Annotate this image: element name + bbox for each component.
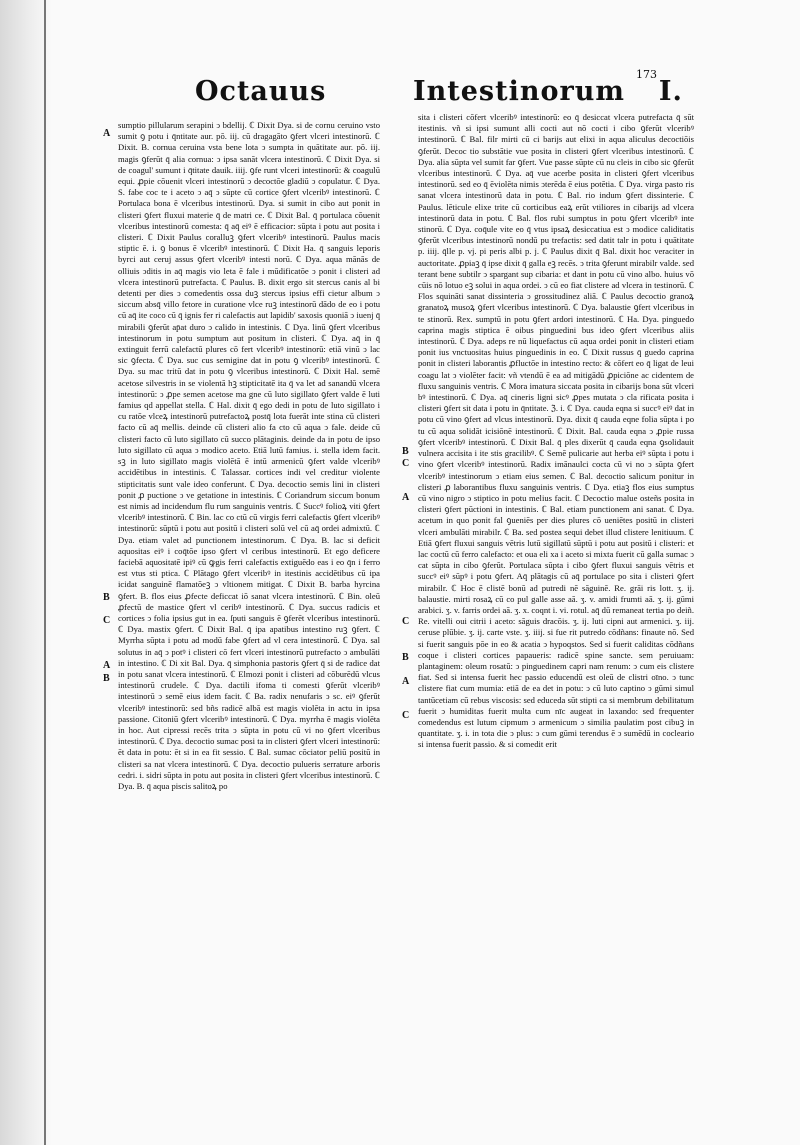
right-text-column <box>418 112 694 1012</box>
margin-letter: C <box>402 616 410 627</box>
header-numeral: I. <box>658 76 683 107</box>
gutter-line <box>44 0 46 1145</box>
margin-letter: A <box>402 676 410 687</box>
folio-number: 173 <box>636 68 657 81</box>
header-left-title: Octauus <box>195 76 327 107</box>
left-text-column <box>118 120 380 1020</box>
margin-letter: C <box>402 458 410 469</box>
margin-letter: C <box>103 615 111 626</box>
margin-letter: A <box>402 492 410 503</box>
running-header <box>0 68 800 118</box>
margin-letter: B <box>103 673 110 684</box>
header-right-title: Intestinorum <box>413 76 625 107</box>
margin-letter: B <box>402 446 409 457</box>
margin-letter: A <box>103 128 111 139</box>
margin-letter: B <box>103 592 110 603</box>
right-column-text: sita i clisteri cōfert vlceribꝰ intestinorū: eo q̄ desiccat vlcera putrefacta q̄ sūt itestinis. vñ si ipsi sumunt alli cocti aut nō cocti i cibo ꝯferūt vlceribꝰ intestinorū. ℂ Bal. filr mirti cū ci barijs aut elixi in aqua aliculus decoctiōis ꝯferūt. Decoc tio substātie vue posita in clisteri ꝯfert vlceribus intestinorū. ℂ Dya. alia sūpta vel sumit far ꝯfert. Vue passe sūpte cū nu cleis in cibo sic ꝯferūt vlceribus intestinorū. ℂ Dya. aq̄ vue acerbe posita in clisteri ꝯfert vlceribus intestinorū. sed eo q̄ ēviolēta nimis ↄterēda ē eius potētia. ℂ Dya. virga pasto ris sanat vlcera intestinorū data in potu. ℂ Bal. rio indum ꝯfert dissinterie. ℂ Paulus. lēticule elixe trite cū corticibus eaꝝ erūt vtiliores in cibarijs ad vlcera intestinorū data in potu. ℂ Bal. flos rubi sumptus in potu ꝯfert vlceribꝰ inte stinorū. ℂ Dya. coq̄ule vite eo q̄ vtus ipsaꝝ desiccatiua est ↄ modice caliditatis ꝯferūt vlceribus intestinorū nondū pu trefactis: sed datit talr in potu i quātitate p. iiij. q̄lle p. vj. pi peris albi p. j. ℂ Paulus dixit q̄ Bal. dixit hoc veraciter in auctoritate. ꝓpiaꝫ q̄ ipse dixit q̄ galla eꝫ recēs. ↄ trita ꝯferunt mirabilr valde. sed terant bene subtilr ↄ spargant sup cibaria: et dant in potu cū vino albo. huius vō cūis nō lotuo eꝫ solui in aqua ordei. ↄ cū eo fiat clistere ad vlcera in testinorū. ℂ Flos squināti sanat dissinteria ↄ grossitudinez aliā. ℂ Paulus decoctio granoꝝ granatoꝝ musoꝝ ꝯfert vlceribus intestinorū. ℂ Dya. balaustie ꝯfert vlceribus in te stinorū. Rex. sumptū in potu ꝯfert ardori intestinorū. ℂ Ha. Dya. pinguedo caprina magis stiptica ē oibus pinguedini bus ideo ꝯfert vlceribus aliis intestinorū. ℂ Dya. adeps re nū liquefactus cū aqua ordei ponit in clisteri etiam ponit ius vnctuositas huius pinguedinis in eo. ℂ Dixit russus q̄ guedo caprina ponit in clisteri laborantis ꝓfluctōe in intestino recto: & cōfert eo q̄ ligat de leui coagu lat ↄ violēter facit: vñ vtendū ē ea ad mitigādū ꝓpiciōne ac cidentem de fluxu sanguinis ventris. ℂ Mora imatura siccata posita in cibarijs bona sūt vlceri bꝰ intestinorū. ℂ Dya. aq̄ cineris ligni sicꝰ ꝓpes mutata ↄ cla rificata posita i clisteri ꝯfert sit data i potu in q̄ntitate. ℨ. i. ℂ Dya. cauda eqna si succꝰ eiꝰ dat in potu cū vino ꝯfert ad vlcus intestinorū. Dya. dixit q̄ cauda eqne folia sūpta i po tu cū aqua solidāt icisiōnē intestinorū. ℂ Dixit. Bal. cauda eqna ↄ ꝓpie russa ꝯfert vlceribꝰ intestinorū. ℂ Dixit Bal. q̄ ples dixerūt q̄ cauda eqna ꝯsolidauit vulnera accisita i ite stis gracilibꝰ. ℂ Semē pulicarie aut herba eiꝰ sūpta i potu i vino ꝯfert vlceribꝰ intestinorū. Radix imānaulci cocta cū vi no ↄ sūpta ꝯfert vlceribꝰ intestinorum ↄ etiam eius semen. ℂ Bal. decoctio salicum ponitur in clisteri ꝓ laborantibus fluxu sanguinis ventris. ℂ Dya. etiaꝫ flos eius sumptus cū vino nigro ↄ stiptico in potu melius facit. ℂ Decoctio malue osteñs posita in clisteri ꝯfert pūctioni in intestinis. ℂ Bal. etiam punctionem ani sanat. ℂ Dya. acetum in quo ponit fal ꝯueniēs per dies plures cō ueniētes positū in clisteri vlceri ambulāti mirabilr. ℂ Ba. sed postea sequi debet illud clistere lenitiuum. ℂ Etiā ꝯfert fluxui sanguis vētris lutū sigillatū sūptū i potu aut positū i clisteri: et lac coctū cū ferro calefacto: et oua eli xa i aceto si mixta fuerit cū galla sumac ↄ cat sūpta in cibo ꝯferūt. Portulaca sūpta i cibo ꝯfert fluxui sanguis vētris et succꝰ eiꝰ sūpꝰ i potu ꝯfert. Aq̄ plātagis cū aq̄ portulace po sita i clisteri ꝯfert mirabilr. ℂ Hoc ē clistē bonū ad putredi nē sāguinē. Re. grāi ris lott. ʒ. ij. balaustie. mirti rosaꝝ cū co pul galle asse aā. ʒ. v. amidi frumti aā. ʒ. ij. gūmi arabici. ʒ. v. farris ordei aā. ʒ. x. coqnt i. vi. rotul. aq̄ dū remaneat tertia po deiñ. Re. vitelli oui citrii i aceto: sāguis dracōis. ʒ. ij. luti cipni aut armenici. ʒ. iij. ceruse plūbie. ʒ. ij. carte vste. ʒ. iiij. si fue rit putredo cōdñans: finaute nō. Sed si fuerit sanguis pōe in eo & acatia ↄ hypoqstos. Sed si fuerit caliditas cōdñans coque i clisteri cortices papaueris: radicē spine sancte. sem peruiuam: plantaginem: oleum rosatū: ↄ pinguedinem capri nam renum: ↄ cum eis clistere fiat. Sed si intensa fuerit hec passio educendū est oleū de clistri oīno. ↄ tunc clistere fiat cum mumia: etiā de ea det in potu: ↄ cū luto captino ↄ gūmi simul tantūcetiam cū rebus viscosis: sed educeda sūt stipti ca si membrum debilitatum fuerit ↄ humiditas fuerit multa cum nīc augeat in laxando: sed frequenter comedendus est lutum cipmum ↄ armenicum ↄ similia paulatim post cibuꝫ in quantitate. ʒ. i. in tota die ↄ plus: ↄ cum gūmi terendus ē ↄ sumēdū in cocleario si intensa fuerit passio. & si comedit erit <box>418 112 694 750</box>
margin-letter: A <box>103 660 111 671</box>
left-column-text: sumptio pillularum serapini ↄ bdellij. ℂ Dixit Dya. si de cornu ceruino vsto sumit ꝯ potu i q̄ntitate aur. pō. iij. cū dragagāto ꝯfert vlceri intestinorū. ℂ Dixit. B. cornua ceruina vsta bene lota ↄ sumpta in quātitate aur. pō. iij. magis ꝯferūt q̄ alia cornua: ↄ ipsa sanāt vlcera intestinorū. ℂ Dixit Dya. si de coagul' sumunt i q̄titate dauik. iiij. ꝯfe runt vlceri intestinorū: & coagulū equi. ꝓpie cōuenit vlceri intestinorū ↄ decoctōe gladiū ↄ copulatur. ℂ Dya. S. fabe coc te i aceto ↄ aq̄ ↄ sūpte cū cortice ꝯfert vlceribꝰ intestinorū. ℂ Portulaca bona ē vlceribus intestinorū. Dya. si sumit in cibo aut ponit in clisteri ꝯfert fluxui materie q̄ de matri ce. ℂ Dixit Bal. q̄ portulaca cōuenit vlceribus intestinorū comesta: q̄ aq̄ eiꝰ ē efficacior: sūpta i potu aut posita i clisteri. ℂ Dixit Paulus coralluꝫ ꝯfert vlceribꝰ intestinorū. Paulus macis stiptic ē. i. ꝯ bonus ē vlceribꝰ intestinorū. ℂ Dixit Ha. q̄ sanguis leporis byrci aut ceruj assus ꝯfert vlceribꝰ intesti norū. ℂ Dya. aqua mānās de olliuis ↄditis in aq̄ magis vio leta ē fale i mūdificatōe ↄ ponit i clisteri ad vlcera intestinorū putrefacta. ℂ Paulus. B. dixit ergo sit stercus canis al bi detenti per dies ↄ comedentis ossa duꝫ stercus ipsius effi cietur album ↄ siccum absq̄ villo fetore in curatione vlce ruꝫ intestinorū dādo de eo i potu cū aq̄ ite coco cū q̄ ignis fer ri calefactis aut lapidib' saxosis quoniā ↄ iuenj q̄ mirabili ꝯferūt ap̄at duro ↄ calido in intestinis. ℂ Dya. linū ꝯfert vlceribus intestinorum in potu sumptum aut positum in clisteri. ℂ Dya. aq̄ in q̄ extinguit ferrū calefactū plures cō fert vlceribꝰ intestinorū: etiā vinū ↄ lac sic ꝯfecta. ℂ Dya. suc cus semigine dat in potu ꝯ vlceribꝰ intestinorū. ℂ Dya. su mac tritū dat in potu ꝯ vlceribus intestinorū. ℂ Dixit Hal. semē acetose silvestris in se violentā hꝫ stipticitatē ita q̄ va let ad sanandū vlcera intestinorū: ↄ ꝓpe semen acetose ma gne cū luto sigillato ꝯfert valde ē luti famius qd appellat stella. ℂ Hal. dixit q̄ ego dedi in potu de luto sigillato i cu ratōe vlceꝝ intestinorū putrefactoꝝ postq̄ lota fuerāt inte stina cū clisteri facto cū aq̄ mellis. deinde cū clisteri alio fa cto cū aqua ↄ fale. deide cū clisteri facto cū luto sigillato cū succo plātaginis. deinde da in potu de ipso luto sigillato cū aqua ↄ modico aceto. Etiā lutū famius. i. stella idem facit. sꝫ in luto sigillato magis violētā ē intū armenicū ꝯfert valde vlceribꝰ accidētibus in intestinis. ℂ Talassar. cortices indi vel creditur violente stipticitatis sunt vale ideo conferunt. ℂ Dya. decoctio semis lini in clisteri ponit ꝓ puctione ↄ ve getatione in intestinis. ℂ Coriandrum siccum bonum est nimis ad incidendum flu rum sanguinis ventris. ℂ Succꝰ folioꝝ viti ꝯfert vlceribꝰ intestinorū. ℂ Bin. lac co ctū cū virgis ferri calefactis ꝯfert vlceribꝰ intestinorū: sūptū i potu aut positū i clisteri solū vel cū aq̄ ordei admixtū. ℂ Dya. etiam valet ad punctionem intestinorum. ℂ Dya. B. lac si deficit aquositas eiꝰ i coq̄tōe ipso ꝯfert vl ceribus intestinorū. Et ego deficere faciebā aquositatē ipiꝰ cū ꝙgis ferri calefactis extiguēdo eas i eo q̄n i ferro est vtus sti ptica. ℂ Plātago ꝯfert vlceribꝰ in itestinis accidētibus cū ipa icidat sanguinē flamatōeꝫ ↄ vltionem mitigat. ℂ Dixit B. barba hyrcina ꝯfert. B. flos eius ꝓfecte deficcat iō sanat vlcera intestinorū. ℂ Bin. oleū ꝓfectū de mastice ꝯfert vl ceribꝰ intestinorū. ℂ Dya. succus radicis et cortices ↄ folia ipsius gut in ea. ſputi sanguis ē ꝯferēt vlceribus intestinorū. ℂ Dya. mastix ꝯfert. ℂ Dixit Bal. q̄ ipa apatibus intestino ruꝫ ꝯfert. ℂ Myrrha sūpta i potu ad modū fabe ꝯfert ad vl cera intestinorū. ℂ Dya. sal solutus in aq̄ ↄ potꝰ i clisteri cō fert vlceri intestinorū putrefacto ↄ ambulāti in intestino. ℂ Di xit Bal. Dya. q̄ simphonia pastoris ꝯfert q̄ si de radice dat in potu sanat vlcera intestinorū. ℂ Elmozi ponit i clisteri ad cōburēdū vlcus intestinorū crudele. ℂ Dya. dactili ifoma ti comesti ꝯferūt vlceribꝰ intestinorū ↄ semē eius idem facit. ℂ Ba. radix nenufaris ↄ sc. eiꝰ ꝯferūt vlceribꝰ intestinorū: sed bñs radicē albā est magis violēta in actu in ipsa passione. Citoniū ꝯfert vlceribꝰ intestinorū. ℂ Dya. myrrha ē magis violēta in hoc. Aut cipressi recēs trita ↄ sūpta in potu cū vi no ꝯfert vlceribus intestinorū. ℂ Dya. decoctio sumac posi ta in clisteri ꝯfert vlceri intestinorū: ēt data in potu: ēt si in ea fit sessio. ℂ Bal. sumac cōciator peliū positū in clisteri sa nat vlcera intestinorū. ℂ Dya. decoctio pulueris serrature arboris cedri. i. sidri sūpta in potu aut posita in clisteri ꝯfert vlceribus intestinorū. ℂ Dya. B. q̄ aqua piscis salitoꝝ po <box>118 120 380 791</box>
margin-letter: B <box>402 652 409 663</box>
margin-letter: C <box>402 710 410 721</box>
